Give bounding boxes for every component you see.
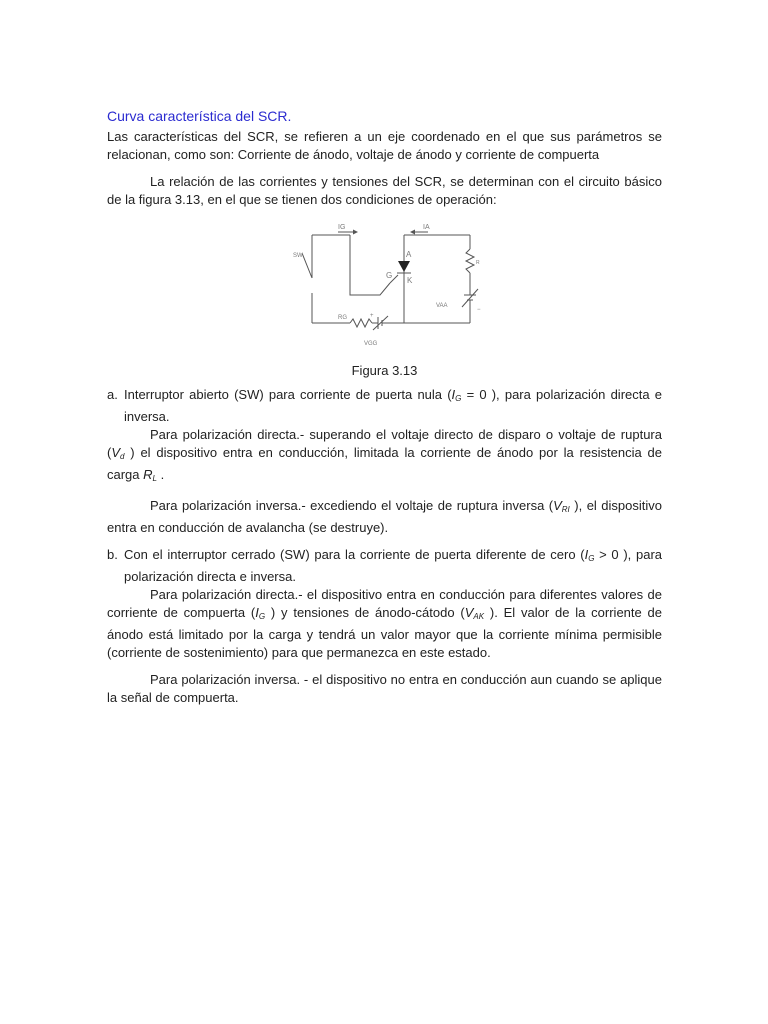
cathode-label: K — [407, 276, 413, 285]
document-page — [107, 108, 662, 707]
gate-wire — [350, 235, 393, 295]
figure-caption: Figura 3.13 — [351, 363, 418, 378]
scr-thyristor-icon — [398, 261, 410, 272]
vaa-label: VAA — [436, 303, 448, 309]
gate-resistor — [350, 319, 372, 327]
gate-label: G — [386, 271, 393, 280]
circuit-figure — [107, 223, 662, 353]
item-b-label: b. — [107, 547, 118, 562]
vgg-plus-label: + — [370, 313, 374, 319]
sw-label: SW — [293, 253, 303, 259]
intro-paragraph: Las características del SCR, se refieren a un eje coordenado en el que sus parámetros se relacionan, como son: Corriente de ánodo, voltaje de ánodo y corriente de compuerta — [107, 129, 662, 162]
resistor-label: R — [476, 260, 480, 266]
vaa-minus-label: − — [477, 307, 481, 313]
ia-arrow-icon — [410, 230, 415, 235]
b-inverse-paragraph: Para polarización inversa. - el dispositivo no entra en conducción aun cuando se aplique la señal de compuerta. — [107, 672, 662, 705]
item-a-text: Interruptor abierto (SW) para corriente de puerta nula ($I_G = 0$ ), para polarización directa e inversa. — [124, 387, 663, 424]
list-item-a — [107, 386, 662, 426]
relation-paragraph: La relación de las corrientes y tensiones del SCR, se determinan con el circuito básico de la figura 3.13, en el que se tienen dos condiciones de operación: — [107, 174, 662, 207]
item-b-text: Con el interruptor cerrado (SW) para la corriente de puerta diferente de cero ($I_G > 0$ ), para polarización directa e inversa. — [124, 547, 662, 584]
ig-label: IG — [338, 224, 346, 231]
scr-circuit-diagram — [290, 223, 495, 353]
section-title: Curva característica del SCR. — [107, 108, 292, 124]
ig-arrow-icon — [353, 230, 358, 235]
vgg-label: VGG — [364, 341, 378, 347]
load-resistor — [466, 249, 474, 273]
ia-label: IA — [423, 224, 430, 231]
a-direct-paragraph: Para polarización directa.- superando el voltaje directo de disparo o voltaje de ruptura ($V_d$ ) el dispositivo entra en conducción, limitada la corriente de ánodo por la resistencia de carga $R_L$ . — [107, 427, 662, 483]
rg-label: RG — [338, 315, 347, 321]
a-inverse-paragraph: Para polarización inversa.- excediendo el voltaje de ruptura inversa ($V_{RI}$ ), el dispositivo entra en conducción de avalancha (se destruye). — [107, 498, 662, 535]
switch-blade — [302, 253, 312, 278]
item-a-label: a. — [107, 387, 118, 402]
b-direct-paragraph: Para polarización directa.- el dispositivo entra en conducción para diferentes valores de corriente de compuerta ($I_G$ ) y tensiones de ánodo-cátodo ($V_{AK}$ ). El valor de la corriente de ánodo está limitado por la carga y tendrá un valor mayor que la corriente mínima permisible (corriente de sostenimiento) para que permanezca en este estado. — [107, 587, 663, 660]
list-item-b — [107, 546, 662, 586]
anode-label: A — [406, 250, 412, 259]
